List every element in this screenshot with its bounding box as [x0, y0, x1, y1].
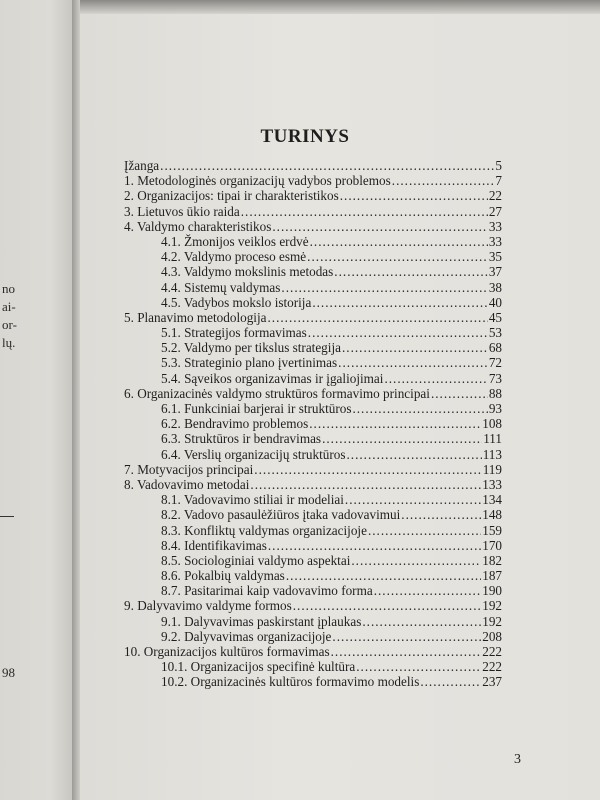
toc-entry-page: 88 [488, 385, 502, 401]
toc-entry [124, 553, 502, 568]
page-edge [80, 0, 600, 14]
toc-entry-page: 108 [482, 416, 502, 432]
toc-entry-page: 5 [495, 158, 502, 173]
toc-leader-dots [254, 462, 481, 477]
toc-entry-page: 192 [482, 613, 502, 629]
toc-entry-page: 37 [488, 264, 502, 280]
toc-entry-label: 8.5. Sociologiniai valdymo aspektai [161, 552, 351, 568]
toc-leader-dots [362, 614, 481, 629]
toc-entry [124, 614, 502, 629]
toc-entry [124, 219, 502, 234]
toc-entry-label: 4.5. Vadybos mokslo istorija [161, 294, 312, 310]
toc-entry-page: 148 [482, 507, 502, 523]
toc-entry [124, 659, 502, 674]
toc-entry [124, 492, 502, 507]
toc-entry [124, 280, 502, 295]
toc-entry [124, 583, 502, 598]
toc-entry [124, 644, 502, 659]
toc-entry-page: 38 [488, 279, 502, 295]
toc-leader-dots [346, 447, 481, 462]
toc-entry-page: 93 [488, 401, 502, 416]
left-page-fragment: or- [2, 317, 17, 332]
toc-entry-label: Įžanga [124, 158, 160, 173]
toc-entry-label: 4.2. Valdymo proceso esmė [161, 249, 307, 265]
toc-entry-label: 8. Vadovavimo metodai [124, 476, 250, 492]
toc-entry-page: 27 [488, 203, 502, 219]
toc-entry-page: 68 [488, 340, 502, 356]
toc-entry-label: 10.1. Organizacijos specifinė kultūra [161, 659, 356, 675]
toc-entry [124, 477, 502, 492]
page-title: TURINYS [260, 126, 350, 147]
toc-entry-label: 3. Lietuvos ūkio raida [124, 203, 240, 219]
toc-leader-dots [332, 629, 481, 644]
toc-entry-page: 187 [482, 568, 502, 584]
toc-leader-dots [334, 264, 488, 279]
toc-leader-dots [338, 355, 488, 370]
toc-leader-dots [345, 492, 481, 507]
toc-entry-page: 33 [488, 218, 502, 234]
toc-entry-page: 208 [482, 628, 502, 644]
toc-entry [124, 249, 502, 264]
left-page-fragment: 98 [2, 665, 15, 680]
toc-entry-page: 119 [482, 461, 502, 477]
toc-entry-label: 2. Organizacijos: tipai ir charakteristikos [124, 188, 339, 204]
toc-entry [124, 295, 502, 310]
toc-entry [124, 204, 502, 219]
toc-entry [124, 447, 502, 462]
left-page [0, 0, 72, 800]
toc-leader-dots [267, 310, 487, 325]
toc-leader-dots [384, 371, 487, 386]
toc-entry-label: 10. Organizacijos kultūros formavimas [124, 644, 330, 659]
toc-leader-dots [307, 249, 488, 264]
toc-entry-label: 8.3. Konfliktų valdymas organizacijoje [161, 522, 367, 538]
toc-leader-dots [286, 568, 481, 583]
toc-leader-dots [309, 416, 481, 431]
toc-entry-page: 33 [488, 233, 502, 249]
toc-entry [124, 386, 502, 401]
toc-entry [124, 355, 502, 370]
toc-entry [124, 462, 502, 477]
toc-leader-dots [392, 173, 495, 188]
toc-entry [124, 507, 502, 522]
toc-entry-page: 133 [482, 476, 502, 492]
toc-entry-label: 8.1. Vadovavimo stiliai ir modeliai [161, 492, 344, 508]
toc-entry-label: 6. Organizacinės valdymo struktūros formavimo principai [124, 385, 430, 401]
toc-entry-label: 8.6. Pokalbių valdymas [161, 568, 285, 584]
toc-entry [124, 674, 502, 689]
toc-entry [124, 310, 502, 325]
toc-entry-page: 113 [482, 446, 502, 462]
toc-leader-dots [401, 507, 481, 522]
book-gutter [72, 0, 80, 800]
toc-leader-dots [241, 204, 488, 219]
toc-entry-page: 111 [483, 431, 502, 447]
toc-entry [124, 234, 502, 249]
toc-leader-dots [160, 158, 494, 173]
toc-entry-page: 73 [488, 370, 502, 386]
toc-entry-label: 5.4. Sąveikos organizavimas ir įgaliojimai [161, 370, 384, 386]
toc-entry-page: 7 [495, 173, 502, 189]
toc-leader-dots [368, 523, 481, 538]
toc-leader-dots [310, 234, 488, 249]
toc-entry-page: 222 [482, 659, 502, 675]
page-number: 3 [514, 752, 521, 767]
toc-leader-dots [268, 538, 481, 553]
toc-entry-label: 10.2. Organizacinės kultūros formavimo modelis [161, 674, 420, 690]
toc-entry [124, 568, 502, 583]
toc-entry-label: 9.1. Dalyvavimas paskirstant įplaukas [161, 613, 362, 629]
toc-leader-dots [331, 644, 482, 659]
toc-entry-label: 8.4. Identifikavimas [161, 537, 267, 553]
toc-entry-label: 6.4. Verslių organizacijų struktūros [161, 446, 346, 462]
toc-entry-label: 6.3. Struktūros ir bendravimas [161, 431, 322, 447]
toc-entry-label: 5. Planavimo metodologija [124, 309, 267, 325]
toc-entry [124, 371, 502, 386]
toc-entry-page: 72 [488, 355, 502, 371]
toc-entry [124, 538, 502, 553]
toc-entry [124, 598, 502, 613]
toc-leader-dots [420, 674, 481, 689]
toc-entry-page: 45 [488, 309, 502, 325]
left-page-fragment: ai- [2, 299, 16, 314]
toc-entry-label: 9. Dalyvavimo valdyme formos [124, 598, 292, 614]
toc-leader-dots [250, 477, 481, 492]
toc-entry-label: 8.7. Pasitarimai kaip vadovavimo forma [161, 583, 373, 599]
toc-entry-label: 6.2. Bendravimo problemos [161, 416, 309, 432]
toc-leader-dots [351, 553, 481, 568]
toc-entry [124, 416, 502, 431]
toc-leader-dots [356, 659, 481, 674]
toc-entry-label: 1. Metodologinės organizacijų vadybos problemos [124, 173, 391, 189]
toc-leader-dots [293, 598, 481, 613]
left-page-fragment: lų. [2, 335, 16, 350]
toc-leader-dots [322, 431, 482, 446]
toc-entry-label: 4.1. Žmonijos veiklos erdvė [161, 233, 309, 249]
toc-entry [124, 188, 502, 203]
table-of-contents [124, 158, 502, 690]
toc-entry-label: 5.1. Strategijos formavimas [161, 325, 307, 341]
toc-entry-label: 9.2. Dalyvavimas organizacijoje [161, 628, 332, 644]
toc-entry-page: 40 [488, 294, 502, 310]
toc-entry-page: 190 [482, 583, 502, 599]
toc-entry-page: 35 [488, 249, 502, 265]
toc-entry-page: 170 [482, 537, 502, 553]
toc-entry [124, 325, 502, 340]
toc-entry-page: 182 [482, 552, 502, 568]
toc-entry-page: 53 [488, 325, 502, 341]
left-page-rule [0, 516, 14, 517]
toc-entry [124, 431, 502, 446]
toc-leader-dots [352, 401, 487, 416]
toc-leader-dots [272, 219, 487, 234]
toc-entry-page: 134 [482, 492, 502, 508]
toc-entry-label: 4. Valdymo charakteristikos [124, 218, 272, 234]
toc-entry-label: 6.1. Funkciniai barjerai ir struktūros [161, 401, 352, 416]
toc-leader-dots [340, 188, 488, 203]
toc-entry [124, 158, 502, 173]
toc-entry-page: 159 [482, 522, 502, 538]
toc-entry [124, 173, 502, 188]
toc-leader-dots [431, 386, 488, 401]
toc-entry-label: 5.3. Strateginio plano įvertinimas [161, 355, 338, 371]
toc-entry [124, 340, 502, 355]
toc-entry-label: 8.2. Vadovo pasaulėžiūros įtaka vadovavimui [161, 507, 401, 523]
toc-entry-label: 5.2. Valdymo per tikslus strategija [161, 340, 341, 356]
toc-entry-page: 22 [488, 188, 502, 204]
toc-entry-label: 7. Motyvacijos principai [124, 461, 254, 477]
toc-entry-page: 192 [482, 598, 502, 614]
toc-entry-page: 222 [482, 644, 502, 659]
left-page-fragment: no [2, 281, 15, 296]
toc-leader-dots [312, 295, 487, 310]
toc-entry [124, 264, 502, 279]
toc-entry-label: 4.3. Valdymo mokslinis metodas [161, 264, 334, 280]
toc-entry-page: 237 [482, 674, 502, 690]
toc-entry [124, 629, 502, 644]
toc-entry [124, 523, 502, 538]
toc-entry-label: 4.4. Sistemų valdymas [161, 279, 281, 295]
toc-entry [124, 401, 502, 416]
toc-leader-dots [374, 583, 482, 598]
toc-leader-dots [308, 325, 488, 340]
toc-leader-dots [281, 280, 487, 295]
toc-leader-dots [342, 340, 488, 355]
